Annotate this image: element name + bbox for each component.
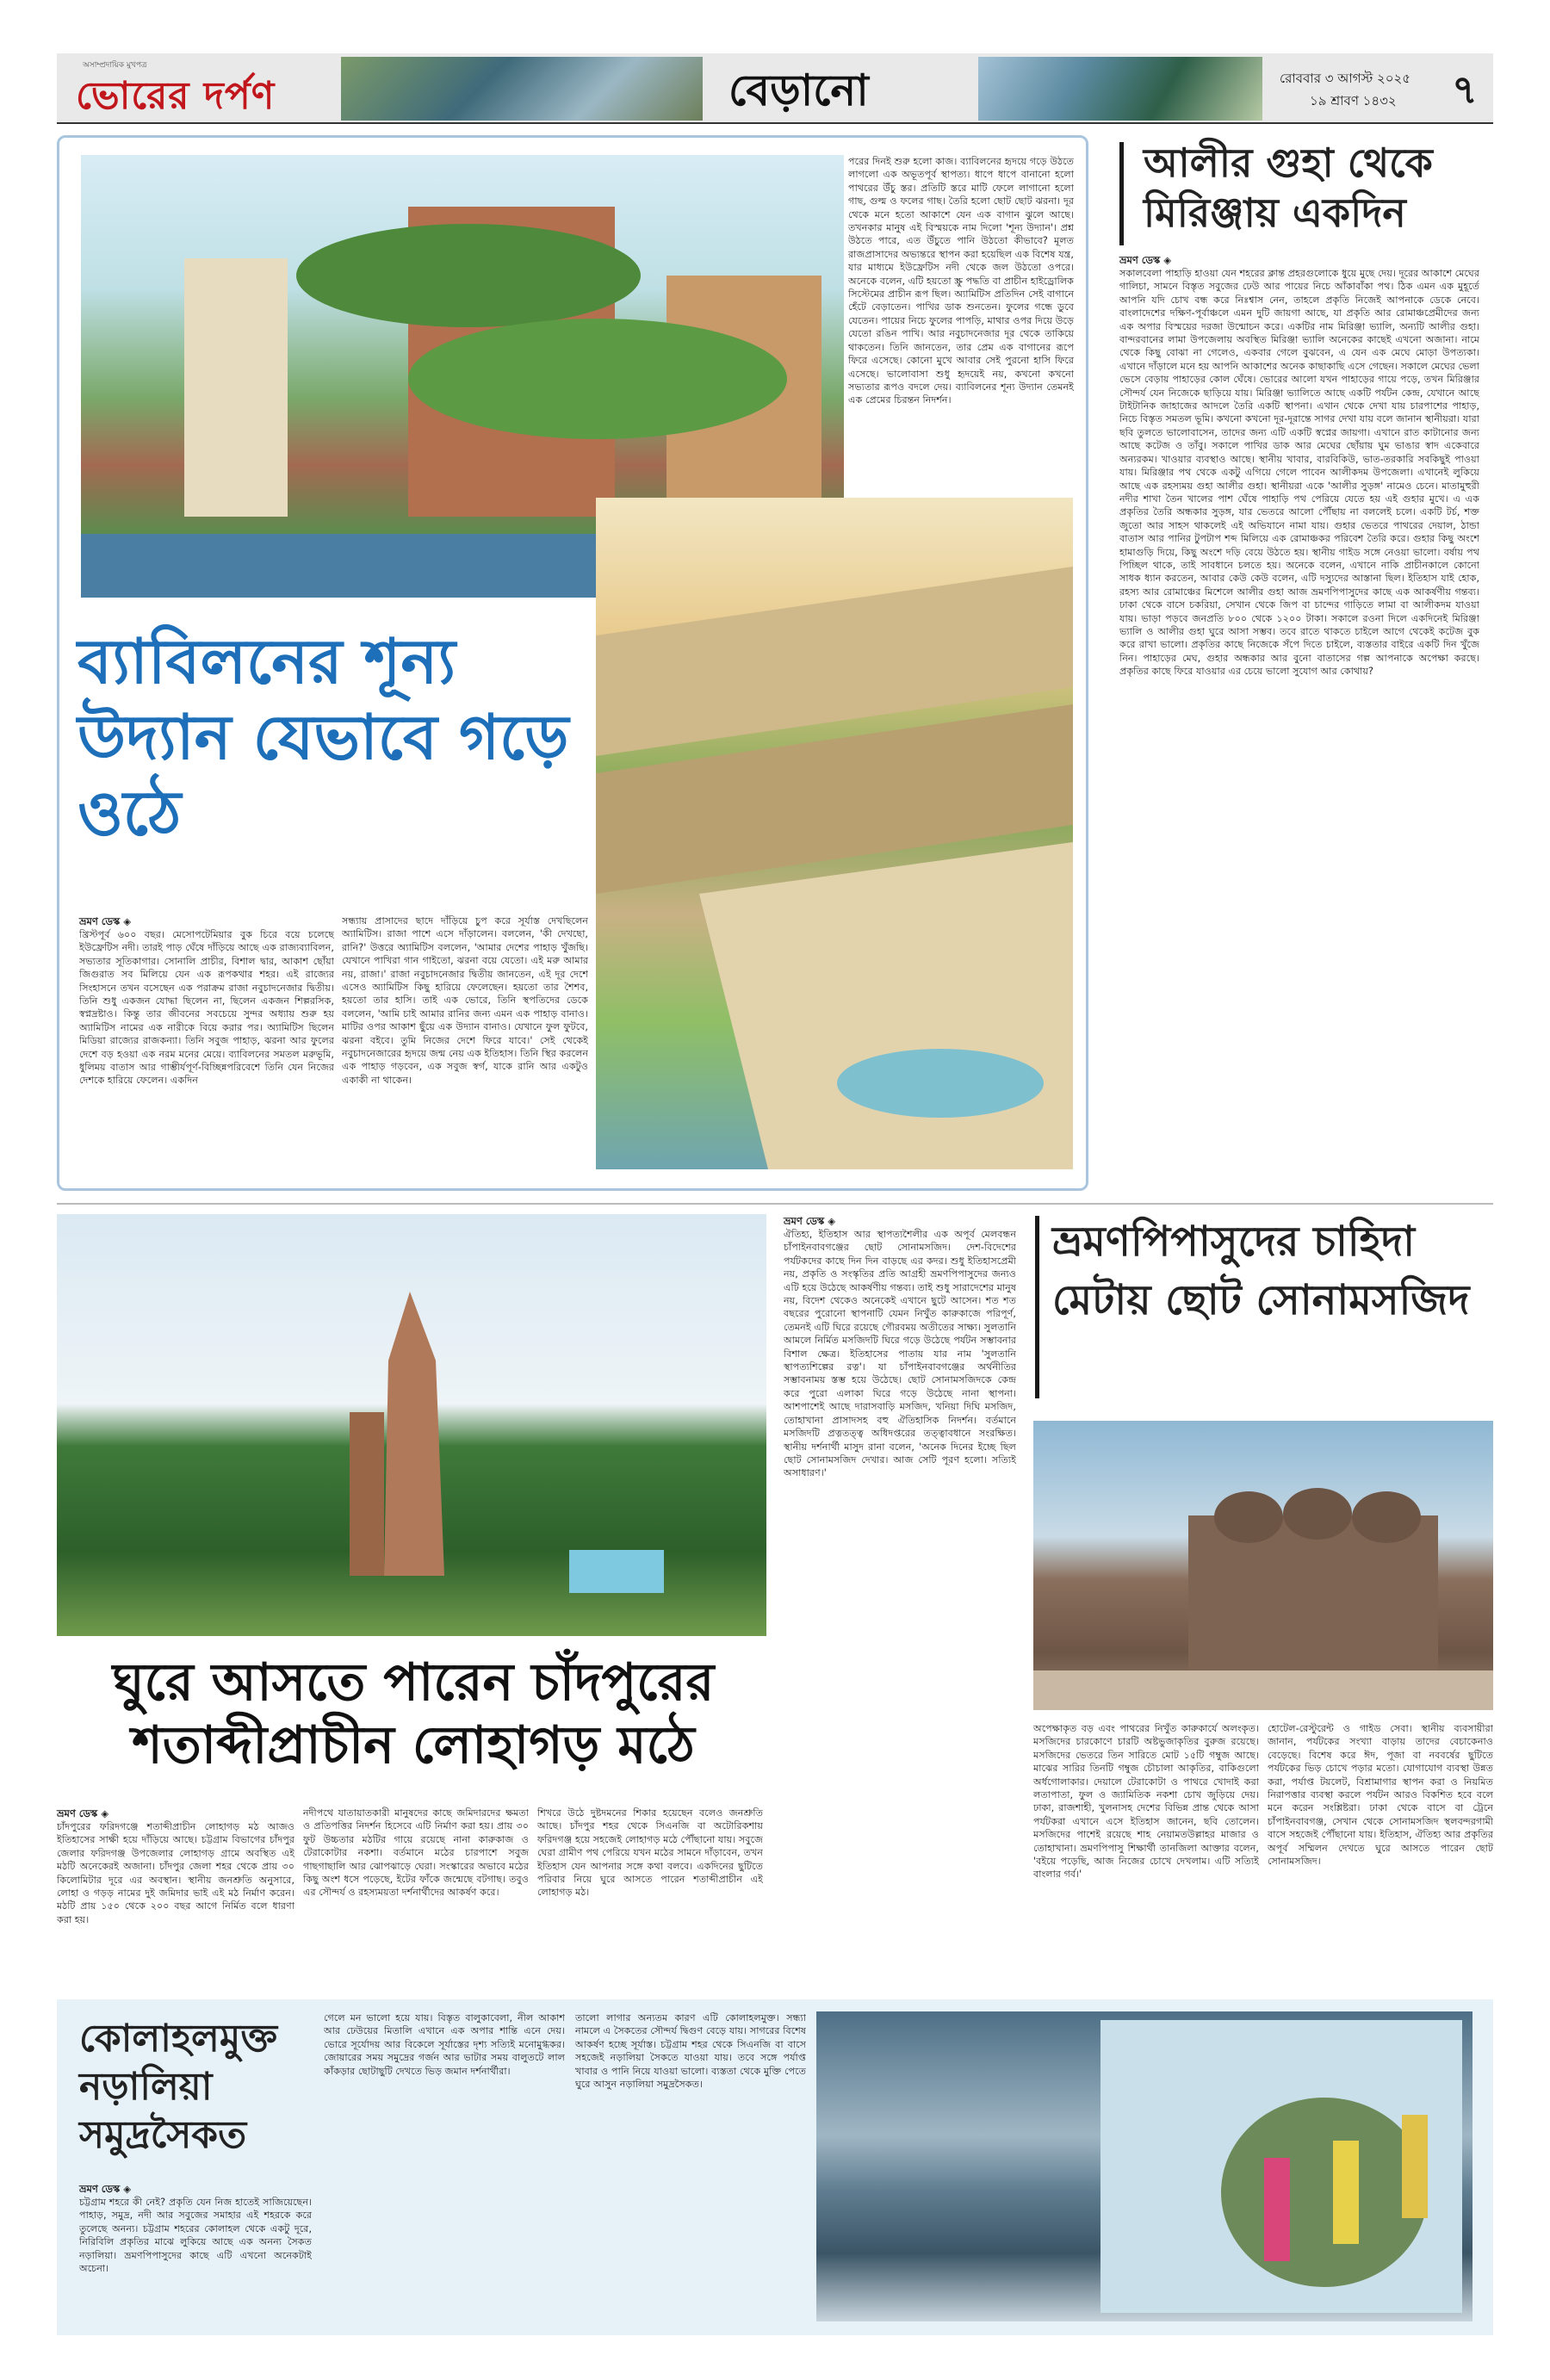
alir-guha-byline: ভ্রমণ ডেস্ক ◈ [1119, 254, 1172, 266]
terraces-shapes [596, 498, 1073, 1169]
sonamasjid-rule [1035, 1216, 1039, 1398]
naralia-col2: গেলে মন ভালো হয়ে যায়। বিস্তৃত বালুকাবেলা, নীল আকাশ আর ঢেউয়ের মিতালি এখানে এক অপার শান্তি এনে দেয়। ভোরে সূর্যোদয় আর বিকেলে সূর্যাস্তের দৃশ্য সত্যিই মনোমুগ্ধকর। জোয়ারের সময় সমুদ্রের গর্জন আর ভাটার সময় বালুতটে লাল কাঁকড়ার ছোটাছুটি দেখতে ভিড় জমান দর্শনার্থীরা। [324, 2012, 565, 2077]
lohagarh-headline: ঘুরে আসতে পারেন চাঁদপুরের শতাব্দীপ্রাচীন লোহাগড় মঠে [112, 1652, 715, 1776]
page-number: ৭ [1452, 66, 1478, 113]
masthead-photo-right [978, 57, 1262, 121]
newspaper-logo: ভোরের দর্পণ [76, 74, 276, 118]
lohagarh-math-photo [57, 1214, 766, 1636]
masthead [57, 53, 1493, 124]
date-gregorian: রোববার ৩ আগস্ট ২০২৫ [1280, 71, 1410, 86]
lohagarh-col2: নদীপথে যাতায়াতকারী মানুষদের কাছে জমিদারদের ক্ষমতা ও প্রতিপত্তির নিদর্শন হিসেবে এটি নির্মাণ করা হয়। প্রায় ৩০ ফুট উচ্চতার মঠটির গায়ে রয়েছে নানা কারুকাজ ও টেরাকোটার নকশা। বর্তমানে মঠের চারপাশে সবুজ গাছগাছালি আর ঝোপঝাড়ে ঘেরা। সংস্কারের অভাবে মঠের কিছু অংশ ধসে পড়েছে, ইটের ফাঁকে জন্মেছে বটগাছ। তবুও এর সৌন্দর্য ও রহস্যময়তা দর্শনার্থীদের আকর্ষণ করে। [303, 1807, 529, 1899]
babylon-headline: ব্যাবিলনের শূন্য উদ্যান যেভাবে গড়ে ওঠে [78, 625, 569, 849]
babylon-col3: পরের দিনই শুরু হলো কাজ। ব্যাবিলনের হৃদয়ে গড়ে উঠতে লাগলো এক অভূতপূর্ব স্থাপত্য। ধাপে ধাপে বানানো হলো পাথরের উঁচু স্তর। প্রতিটি স্তরে মাটি ফেলে লাগানো হলো গাছ, গুল্ম ও ফলের গাছ। তৈরি হলো ছোট ছোট ঝরনা। দূর থেকে মনে হতো আকাশে যেন এক বাগান ঝুলে আছে। তখনকার মানুষ এই বিস্ময়কে নাম দিলো 'শূন্য উদ্যান'। প্রশ্ন উঠতে পারে, এত উঁচুতে পানি উঠতো কীভাবে? মূলত রাজপ্রাসাদের অভ্যন্তরে স্থাপন করা হয়েছিল এক বিশেষ যন্ত্র, যার মাধ্যমে ইউফ্রেটিস নদী থেকে জল উঠতো ওপরে। অনেকে বলেন, এটি হয়তো স্ক্রু পদ্ধতি বা প্রাচীন হাইড্রোলিক সিস্টেমের প্রাচীন রূপ ছিল। অ্যামিটিস প্রতিদিন সেই বাগানে হেঁটে বেড়াতেন। পাখির ডাক শুনতেন। ফুলের গন্ধে ডুবে যেতেন। পায়ের নিচে ফুলের পাপড়ি, মাথার ওপর দিয়ে উড়ে যেতো রঙিন পাখি। আর নবুচাদনেজার দূর থেকে তাকিয়ে থাকতেন। তিনি জানতেন, তার প্রেম এক বাগানের রূপে ফিরে এসেছে। কোনো মুখে আবার সেই পুরনো হাসি ফিরে এসেছে। ভালোবাসা শুধু হৃদয়েই নয়, কখনো কখনো সভ্যতার রূপও বদলে দেয়। ব্যাবিলনের শূন্য উদ্যান তেমনই এক প্রেমের চিরন্তন নিদর্শন। [848, 156, 1074, 406]
naralia-byline: ভ্রমণ ডেস্ক ◈ [79, 2183, 132, 2195]
alir-guha-text: সকালবেলা পাহাড়ি হাওয়া যেন শহরের ক্লান্ত প্রহরগুলোকে ধুয়ে মুছে দেয়। দূরের আকাশে মেঘের গালিচা, সামনে বিস্তৃত সবুজের ঢেউ আর পায়ের নিচে আঁকাবাঁকা পথ। ঠিক এমন এক মুহূর্তে আপনি যদি চোখ বন্ধ করে নিঃশ্বাস নেন, তাহলে প্রকৃতি নিজেই আপনাকে ডেকে নেবে। বাংলাদেশের দক্ষিণ-পূর্বাঞ্চলে এমন দুটি জায়গা আছে, যা প্রকৃতি আর রোমাঞ্চপ্রেমীদের জন্য এক অপার বিস্ময়ের দরজা উন্মোচন করে। একটির নাম মিরিঞ্জা ভ্যালি, অন্যটি আলীর গুহা। বান্দরবানের লামা উপজেলায় অবস্থিত মিরিঞ্জা ভ্যালি অনেকের কাছেই এখনো অজানা। নামে থেকে কিছু বোঝা না গেলেও, একবার গেলে বুঝবেন, এ যেন এক মেঘে মোড়া উপত্যকা। এখানে দাঁড়ালে মনে হয় আপনি আকাশের অনেক কাছাকাছি এসে গেছেন। সকালে মেঘের ভেলা ভেসে বেড়ায় পাহাড়ের কোল ঘেঁষে। ভোরের আলো যখন পাহাড়ের গায়ে পড়ে, তখন মিরিঞ্জার সৌন্দর্য যেন নিজেকে ছাড়িয়ে যায়। মিরিঞ্জা ভ্যালিতে আছে একটি পর্যটন কেন্দ্র, যেখানে আছে টাইটানিক জাহাজের আদলে তৈরি একটি স্থাপনা। এখান থেকে দেখা যায় চারপাশের পাহাড়, নিচে বিস্তৃত সমতল ভূমি। কখনো কখনো দূর-দূরান্তে সাগর দেখা যায় বলে জানান স্থানীয়রা। যারা ছবি তুলতে ভালোবাসেন, তাদের জন্য এটি একটি স্বপ্নের জায়গা। এখানে রাত কাটানোর জন্য আছে কটেজ ও তাঁবু। সকালে পাখির ডাক আর মেঘের ছোঁয়ায় ঘুম ভাঙার স্বাদ একেবারে অন্যরকম। খাওয়ার ব্যবস্থাও আছে। স্থানীয় খাবার, বারবিকিউ, ভাত-তরকারি সবকিছুই পাওয়া যায়। মিরিঞ্জার পথ থেকে একটু এগিয়ে গেলে পাবেন আলীকদম উপজেলা। এখানেই লুকিয়ে আছে এক রহস্যময় গুহা আলীর গুহা। স্থানীয়রা একে 'আলীর সুড়ঙ্গ' নামেও চেনে। মাতামুহুরী নদীর শাখা তৈন খালের পাশ ঘেঁষে পাহাড়ি পথ পেরিয়ে যেতে হয় এই গুহার মুখে। এ এক প্রকৃতির তৈরি অন্ধকার সুড়ঙ্গ, যার ভেতরে আলো পৌঁছায় না বললেই চলে। একটি টর্চ, শক্ত জুতো আর সাহস থাকলেই এই অভিযানে নামা যায়। গুহার ভেতরে পাথরের দেয়াল, ঠান্ডা বাতাস আর পানির টুপটাপ শব্দ মিলিয়ে এক রোমাঞ্চকর পরিবেশ তৈরি করে। গুহার কিছু অংশে হামাগুড়ি দিয়ে, কিছু অংশে দড়ি বেয়ে উঠতে হয়। স্থানীয় গাইড সঙ্গে নেওয়া ভালো। বর্ষায় পথ পিচ্ছিল থাকে, তাই সাবধানে চলতে হয়। অনেকে বলেন, এখানে নাকি প্রাচীনকালে কোনো সাধক ধ্যান করতেন, আবার কেউ কেউ বলেন, এটি দস্যুদের আস্তানা ছিল। ইতিহাস যাই হোক, রহস্য আর রোমাঞ্চের মিশেলে আলীর গুহা আজ ভ্রমণপিপাসুদের কাছে এক আকর্ষণীয় গন্তব্য। ঢাকা থেকে বাসে চকরিয়া, সেখান থেকে জিপ বা চান্দের গাড়িতে লামা বা আলীকদম যাওয়া যায়। ভাড়া পড়বে জনপ্রতি ৮০০ থেকে ১২০০ টাকা। সকালে রওনা দিলে একদিনেই মিরিঞ্জা ভ্যালি ও আলীর গুহা ঘুরে আসা সম্ভব। তবে রাতে থাকতে চাইলে আগে থেকেই কটেজ বুক করে রাখা ভালো। প্রকৃতির কাছে নিজেকে সঁপে দিতে চাইলে, ব্যস্ততার বাইরে একটি দিন খুঁজে নিন। পাহাড়ের মেঘ, গুহার অন্ধকার আর বুনো বাতাসের গল্প আপনাকে অপেক্ষা করছে। প্রকৃতির কাছে ফিরে যাওয়ার এর চেয়ে ভালো সুযোগ আর কোথায়? [1119, 268, 1479, 678]
lohagarh-col1: চাঁদপুরের ফরিদগঞ্জে শতাব্দীপ্রাচীন লোহাগড় মঠ আজও ইতিহাসের সাক্ষী হয়ে দাঁড়িয়ে আছে। চট্টগ্রাম বিভাগের চাঁদপুর জেলার ফরিদগঞ্জ উপজেলার লোহাগড় গ্রামে অবস্থিত এই মঠটি অনেকেরই অজানা। চাঁদপুর জেলা শহর থেকে প্রায় ৩০ কিলোমিটার দূরে এর অবস্থান। স্থানীয় জনশ্রুতি অনুসারে, লোহা ও গড়ড় নামের দুই জমিদার ভাই এই মঠ নির্মাণ করেন। মঠটি প্রায় ১৫০ থেকে ২০০ বছর আগে নির্মিত বলে ধারণা করা হয়। [57, 1821, 294, 1925]
sonamasjid-col3: হোটেল-রেস্টুরেন্ট ও গাইড সেবা। স্থানীয় ব্যবসায়ীরা জানান, পর্যটকের সংখ্যা বাড়ায় তাদের বেচাকেনাও বেড়েছে। বিশেষ করে ঈদ, পূজা বা নববর্ষের ছুটিতে পর্যটকের ভিড় চোখে পড়ার মতো। যোগাযোগ ব্যবস্থা উন্নত করা, পর্যাপ্ত টয়লেট, বিশ্রামাগার স্থাপন করা ও নিয়মিত নিরাপত্তার ব্যবস্থা করলে পর্যটন আরও বিকশিত হবে বলে মনে করেন সংশ্লিষ্টরা। ঢাকা থেকে বাসে বা ট্রেনে চাঁপাইনবাবগঞ্জ, সেখান থেকে সোনামসজিদ স্থলবন্দরগামী বাসে সহজেই পৌঁছানো যায়। ইতিহাস, ঐতিহ্য আর প্রকৃতির অপূর্ব সম্মিলন দেখতে ঘুরে আসতে পারেন ছোট সোনামসজিদ। [1268, 1723, 1493, 1868]
section-divider [57, 1203, 1493, 1205]
naralia-col1: চট্টগ্রাম শহরে কী নেই? প্রকৃতি যেন নিজ হাতেই সাজিয়েছেন। পাহাড়, সমুদ্র, নদী আর সবুজের সমাহার এই শহরকে করে তুলেছে অনন্য। চট্টগ্রাম শহরের কোলাহল থেকে একটু দূরে, নিরিবিলি প্রকৃতির মাঝে লুকিয়ে আছে এক অনন্য সৈকত নড়ালিয়া। ভ্রমণপিপাসুদের কাছে এটি এখনো অনেকটাই অচেনা। [79, 2197, 312, 2275]
sonamasjid-col1: ঐতিহ্য, ইতিহাস আর স্থাপত্যশৈলীর এক অপূর্ব মেলবন্ধন চাঁপাইনবাবগঞ্জের ছোট সোনামসজিদ। দেশ-বিদেশের পর্যটকদের কাছে দিন দিন বাড়ছে এর কদর। শুধু ইতিহাসপ্রেমী নয়, প্রকৃতি ও সংস্কৃতির প্রতি আগ্রহী ভ্রমণপিপাসুদের জন্যও এটি হয়ে উঠেছে আকর্ষণীয় গন্তব্য। তাই শুধু সারাদেশের মানুষ নয়, বিদেশ থেকেও অনেকেই এখানে ছুটে আসেন। শত শত বছরের পুরোনো স্থাপনাটি যেমন নিখুঁত কারুকাজে পরিপূর্ণ, তেমনই এটি ঘিরে রয়েছে গৌরবময় অতীতের সাক্ষ্য। সুলতানি আমলে নির্মিত মসজিদটি ঘিরে গড়ে উঠেছে পর্যটন সম্ভাবনার বিশাল ক্ষেত্র। ইতিহাসের পাতায় যার নাম 'সুলতানি স্থাপত্যশিল্পের রত্ন'। যা চাঁপাইনবাবগঞ্জের অর্থনীতির সম্ভাবনাময় স্তম্ভ হয়ে উঠেছে। ছোট সোনামসজিদকে কেন্দ্র করে পুরো এলাকা ঘিরে গড়ে উঠেছে নানা স্থাপনা। আশপাশেই আছে দারাসবাড়ি মসজিদ, খনিয়া দিঘি মসজিদ, তোহাখানা প্রাসাদসহ বহু ঐতিহাসিক নিদর্শন। বর্তমানে মসজিদটি প্রত্নতত্ত্ব অধিদপ্তরের তত্ত্বাবধানে সংরক্ষিত। স্থানীয় দর্শনার্থী মাসুদ রানা বলেন, 'অনেক দিনের ইচ্ছে ছিল ছোট সোনামসজিদ দেখার। আজ সেটি পূরণ হলো। সত্যিই অসাধারণ।' [784, 1229, 1016, 1479]
sonamasjid-headline: ভ্রমণপিপাসুদের চাহিদা মেটায় ছোট সোনামসজিদ [1052, 1218, 1470, 1324]
sonamasjid-byline: ভ্রমণ ডেস্ক ◈ [784, 1215, 836, 1227]
lohagarh-col3: শিখরে উঠে দুষ্টদমনের শিকার হয়েছেন বলেও জনশ্রুতি আছে। চাঁদপুর শহর থেকে সিএনজি বা অটোরিকশায় ফরিদগঞ্জ হয়ে সহজেই লোহাগড় মঠে পৌঁছানো যায়। সবুজে ঘেরা গ্রামীণ পথ পেরিয়ে যখন মঠের সামনে দাঁড়াবেন, তখন ইতিহাস যেন আপনার সঙ্গে কথা বলবে। একদিনের ছুটিতে পরিবার নিয়ে ঘুরে আসতে পারেন শতাব্দীপ্রাচীন এই লোহাগড় মঠ। [537, 1807, 763, 1899]
lohagarh-byline: ভ্রমণ ডেস্ক ◈ [57, 1807, 109, 1819]
masthead-photo-left [341, 57, 703, 121]
hanging-gardens-illustration-2 [596, 498, 1073, 1169]
alir-guha-headline: আলীর গুহা থেকে মিরিঞ্জায় একদিন [1144, 139, 1433, 236]
naralia-beach-photo [816, 2011, 1472, 2321]
alir-guha-rule [1119, 142, 1124, 245]
babylon-byline: ভ্রমণ ডেস্ক ◈ [79, 915, 132, 927]
date-bangla: ১৯ শ্রাবণ ১৪৩২ [1310, 93, 1397, 108]
naralia-col3: তালো লাগার অন্যতম কারণ এটি কোলাহলমুক্ত। সন্ধ্যা নামলে এ সৈকতের সৌন্দর্য দ্বিগুণ বেড়ে যায়। সাগরের বিশেষ আকর্ষণ হচ্ছে সূর্যাস্ত। চট্টগ্রাম শহর থেকে সিএনজি বা বাসে সহজেই নড়ালিয়া সৈকতে যাওয়া যায়। তবে সঙ্গে পর্যাপ্ত খাবার ও পানি নিয়ে যাওয়া ভালো। ব্যস্ততা থেকে মুক্তি পেতে ঘুরে আসুন নড়ালিয়া সমুদ্রসৈকত। [575, 2012, 806, 2091]
sonamasjid-photo [1033, 1421, 1493, 1710]
masthead-tagline: অসাম্প্রদায়িক মুখপত্র [83, 61, 147, 70]
lohagarh-shapes [57, 1214, 766, 1636]
section-title: বেড়ানো [728, 65, 869, 115]
naralia-headline: কোলাহলমুক্ত নড়ালিয়া সমুদ্রসৈকত [79, 2017, 278, 2157]
beach-shapes [816, 2011, 1472, 2321]
sonamasjid-col2: অপেক্ষাকৃত বড় এবং পাথরের নিখুঁত কারুকার্যে অলংকৃত। মসজিদের চারকোণে চারটি অষ্টভুজাকৃতির বুরুজ রয়েছে। মসজিদের ভেতরে তিন সারিতে মোট ১৫টি গম্বুজ আছে। মাঝের সারির তিনটি গম্বুজ চৌচালা আকৃতির, বাকিগুলো অর্ধগোলাকার। দেয়ালে টেরাকোটা ও পাথরে খোদাই করা লতাপাতা, ফুল ও জ্যামিতিক নকশা চোখ জুড়িয়ে দেয়। ঢাকা, রাজশাহী, খুলনাসহ দেশের বিভিন্ন প্রান্ত থেকে আসা পর্যটকরা এখানে এসে ইতিহাস জানেন, ছবি তোলেন। মসজিদের পাশেই রয়েছে শাহ নেয়ামতউল্লাহর মাজার ও তোহাখানা। ভ্রমণপিপাসু শিক্ষার্থী তানজিলা আক্তার বলেন, 'বইয়ে পড়েছি, আজ নিজের চোখে দেখলাম। এটি সত্যিই বাংলার গর্ব।' [1033, 1723, 1259, 1881]
mosque-shapes [1033, 1421, 1493, 1710]
babylon-col1: খ্রিস্টপূর্ব ৬০০ বছর। মেসোপটেমিয়ার বুক চিরে বয়ে চলেছে ইউফ্রেটিস নদী। তারই পাড় ঘেঁষে দাঁড়িয়ে আছে এক রাজ্যব্যাবিলন, সভ্যতার সূতিকাগার। সোনালি প্রাচীর, বিশাল দ্বার, আকাশ ছোঁয়া জিগুরাত সব মিলিয়ে যেন এক রূপকথার শহর। এই রাজ্যের সিংহাসনে তখন বসেছেন এক পরাক্রম রাজা নবুচাদনেজার দ্বিতীয়। তিনি শুধু একজন যোদ্ধা ছিলেন না, ছিলেন একজন শিল্পরসিক, স্বপ্নদ্রষ্টাও। কিন্তু তার জীবনের সবচেয়ে সুন্দর অধ্যায় শুরু হয় অ্যামিটিস নামের এক নারীকে বিয়ে করার পর। অ্যামিটিস ছিলেন মিডিয়া রাজ্যের রাজকন্যা। তিনি সবুজ পাহাড়, ঝরনা আর ফুলের দেশে বড় হওয়া এক নরম মনের মেয়ে। ব্যাবিলনের সমতল মরুভূমি, ধুলিময় বাতাস আর গাম্ভীর্যপূর্ণ-বিচ্ছিন্নপরিবেশে তিনি যেন নিজের দেশকে হারিয়ে ফেলেন। একদিন [79, 929, 334, 1087]
babylon-col2: সন্ধ্যায় প্রাসাদের ছাদে দাঁড়িয়ে চুপ করে সূর্যাস্ত দেখছিলেন অ্যামিটিস। রাজা পাশে এসে দাঁড়ালেন। বললেন, 'কী দেখছো, রানি?' উত্তরে অ্যামিটিস বললেন, 'আমার দেশের পাহাড় খুঁজছি। যেখানে পাখিরা গান গাইতো, ঝরনা বয়ে যেতো। এই মরু আমার নয়, রাজা।' রাজা নবুচাদনেজার দ্বিতীয় জানতেন, এই দূর দেশে এসেও অ্যামিটিস কিছু হারিয়ে ফেলেছেন। হয়তো তার শৈশব, হয়তো তার হাসি। তাই এক ভোরে, তিনি স্থপতিদের ডেকে বললেন, 'আমি চাই আমার রানির জন্য এমন এক পাহাড় বানাও। মাটির ওপর আকাশ ছুঁয়ে এক উদ্যান বানাও। যেখানে ফুল ফুটবে, ঝরনা বইবে। তুমি নিজের দেশে ফিরে যাবে।' সেই থেকেই নবুচাদনেজারের হৃদয়ে জন্ম নেয় এক ইতিহাস। তিনি স্থির করলেন এক পাহাড় গড়বেন, এক সবুজ স্বর্গ, যাকে রানি আর একটুও একাকী না থাকেন। [342, 915, 588, 1086]
